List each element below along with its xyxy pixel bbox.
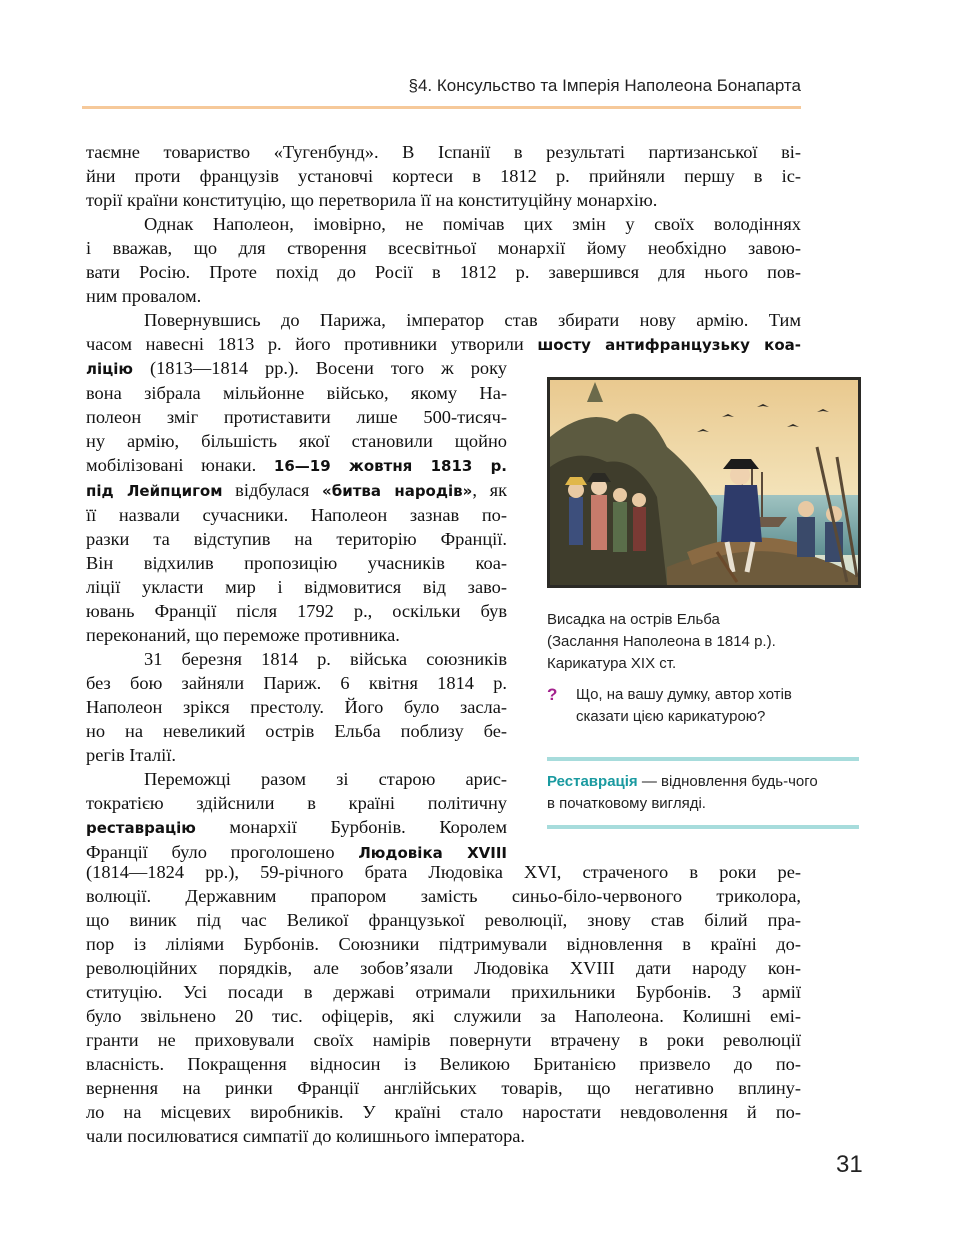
key-term: «битва народів» bbox=[322, 482, 473, 500]
text-line: пор із ліліями Бурбонів. Союзники підтримували відновлення в країні до- bbox=[86, 934, 801, 954]
text-block-bottom bbox=[86, 860, 801, 1148]
text-line bbox=[86, 356, 507, 381]
text-line: чали посилюватися симпатії до колишнього імператора. bbox=[86, 1126, 526, 1146]
key-term: Людовіка XVIII bbox=[358, 844, 507, 862]
text-line: ювань Франції після 1792 р., оскільки був bbox=[86, 601, 507, 621]
text-line: ліції укласти мир і відмовитися від заво- bbox=[86, 577, 507, 597]
text-line bbox=[86, 332, 801, 357]
text-line: (1814—1824 рр.), 59-річного брата Людовіка XVI, страченого в роки ре- bbox=[86, 862, 801, 882]
text-line: ну армію, більшість якої становили щойно bbox=[86, 431, 507, 451]
text-line: таємне товариство «Тугенбунд». В Іспанії в результаті партизанської ві- bbox=[86, 142, 801, 162]
text-line: її назвали сучасники. Наполеон зазнав по- bbox=[86, 505, 507, 525]
key-term: ліцію bbox=[86, 360, 133, 378]
text-line: Він відхилив пропозицію учасників коа- bbox=[86, 553, 507, 573]
key-term: 16—19 жовтня 1813 р. bbox=[273, 457, 507, 475]
caption-line: (Заслання Наполеона в 1814 р.). bbox=[547, 633, 776, 650]
definition-term: Реставрація bbox=[547, 773, 638, 790]
text-line bbox=[86, 478, 507, 503]
text-line: вати Росію. Проте похід до Росії в 1812 р. завершився для нього пов- bbox=[86, 262, 801, 282]
caricature-illustration bbox=[547, 377, 861, 588]
text-block-narrow bbox=[86, 356, 507, 865]
text-line: вернення на ринки Франції англійських товарів, що негативно вплину- bbox=[86, 1078, 801, 1098]
question-line: Що, на вашу думку, автор хотів bbox=[576, 686, 792, 703]
text-line: разки та відступив на територію Франції. bbox=[86, 529, 507, 549]
text-run: монархії Бурбонів. Королем bbox=[195, 817, 507, 837]
text-line: і вважав, що для створення всесвітньої монархії йому необхідно завою- bbox=[86, 238, 801, 258]
text-line: гранти не приховували своїх намірів повернути втрачену в роки революції bbox=[86, 1030, 801, 1050]
caption-line: Висадка на острів Ельба bbox=[547, 611, 720, 628]
text-line: Переможці разом зі старою арис- bbox=[144, 769, 507, 789]
text-line: революційних порядків, але зобов’язали Людовіка XVIII дати народу кон- bbox=[86, 958, 801, 978]
page-header bbox=[82, 76, 801, 109]
text-line: Однак Наполеон, імовірно, не помічав цих змін у своїх володіннях bbox=[144, 214, 801, 234]
text-line: полеон зміг протиставити лише 500-тисяч- bbox=[86, 407, 507, 427]
text-line: що виник під час Великої французької революції, знову став білий пра- bbox=[86, 910, 801, 930]
text-line: без бою зайняли Париж. 6 квітня 1814 р. bbox=[86, 673, 507, 693]
text-block-top bbox=[86, 140, 801, 357]
text-line: Наполеон зрікся престолу. Його було засла- bbox=[86, 697, 507, 717]
text-line: йни проти французів установчі кортеси в 1812 р. прийняли першу в іс- bbox=[86, 166, 801, 186]
text-line: було звільнено 20 тис. офіцерів, які служили за Наполеона. Колишні емі- bbox=[86, 1006, 801, 1026]
text-run: , як bbox=[472, 480, 507, 500]
question-box bbox=[547, 684, 867, 728]
figure-caption bbox=[547, 609, 867, 675]
definition-box bbox=[547, 757, 859, 829]
text-line: Повернувшись до Парижа, імператор став збирати нову армію. Тим bbox=[144, 310, 801, 330]
text-line: ституцію. Усі посади в державі отримали прихильники Бурбонів. З армії bbox=[86, 982, 801, 1002]
text-line: волюції. Державним прапором замість синьо-біло-червоного триколора, bbox=[86, 886, 801, 906]
text-line: переконаний, що переможе противника. bbox=[86, 625, 400, 645]
text-line bbox=[86, 453, 507, 478]
text-line: торії країни конституцію, що перетворила її на конституційну монархію. bbox=[86, 190, 658, 210]
section-title: §4. Консульство та Імперія Наполеона Бонапарта bbox=[408, 76, 801, 95]
text-line bbox=[86, 815, 507, 840]
text-line: но на невеликий острів Ельба поблизу бе- bbox=[86, 721, 507, 741]
definition-text: — відновлення будь-чого bbox=[637, 773, 818, 790]
key-term: реставрацію bbox=[86, 819, 196, 837]
question-line: сказати цією карикатурою? bbox=[576, 708, 766, 725]
text-run: часом навесні 1813 р. його противники утворили bbox=[86, 334, 538, 354]
text-line: регів Італії. bbox=[86, 745, 176, 765]
caption-line: Карикатура XIX ст. bbox=[547, 655, 677, 672]
key-term: під Лейпцигом bbox=[86, 482, 223, 500]
text-run: Франції було проголошено bbox=[86, 842, 359, 862]
key-term: шосту антифранцузьку коа- bbox=[537, 336, 801, 354]
question-mark-icon: ? bbox=[547, 685, 558, 704]
text-line: тократією здійснили в країні політичну bbox=[86, 793, 507, 813]
text-line: вона зібрала мільйонне військо, якому На- bbox=[86, 383, 507, 403]
text-line: 31 березня 1814 р. війська союзників bbox=[144, 649, 507, 669]
text-line: ним провалом. bbox=[86, 286, 202, 306]
text-run: відбулася bbox=[222, 480, 323, 500]
text-run: (1813—1814 рр.). Восени того ж року bbox=[132, 358, 507, 378]
page-number: 31 bbox=[836, 1151, 863, 1178]
text-line: власність. Покращення відносин із Великою Британією призвело до по- bbox=[86, 1054, 801, 1074]
text-run: мобілізовані юнаки. bbox=[86, 455, 274, 475]
definition-line: в початковому вигляді. bbox=[547, 795, 706, 812]
text-line: ло на місцевих виробників. У країні стало наростати невдоволення й по- bbox=[86, 1102, 801, 1122]
definition-line bbox=[547, 771, 859, 793]
